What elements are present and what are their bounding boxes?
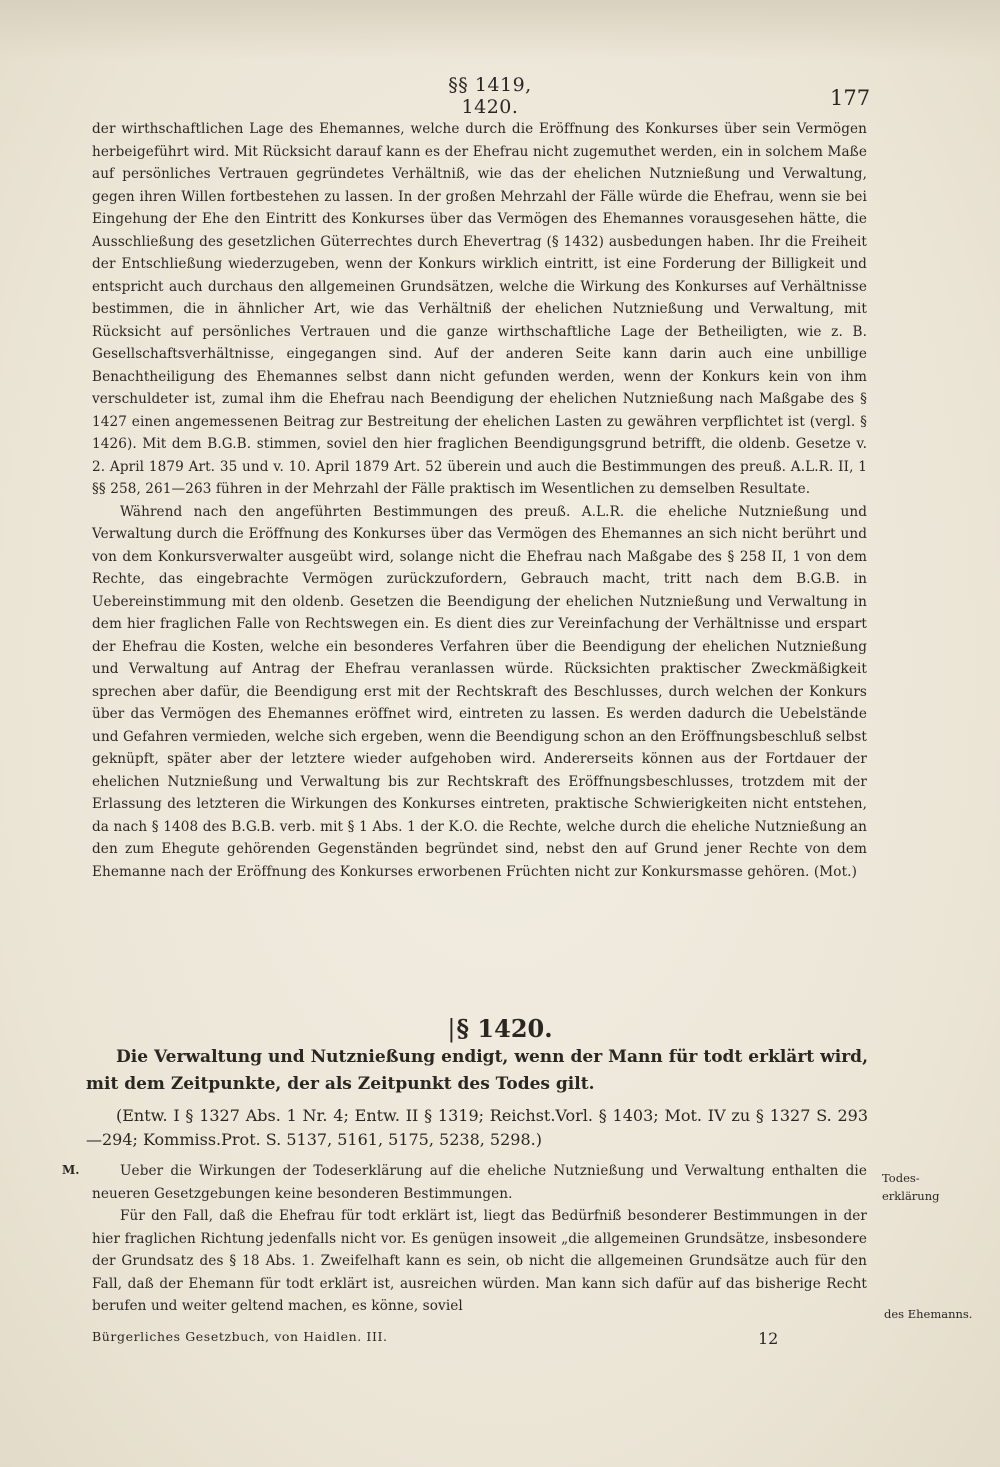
commentary-1419 [92, 118, 867, 883]
commentary-1420 [92, 1160, 867, 1318]
running-head: §§ 1419, 1420. [448, 74, 532, 118]
section-bar: | [447, 1015, 456, 1043]
page-edge-shadow [0, 0, 1000, 60]
paragraph: Während nach den angeführten Bestimmungen des preuß. A.L.R. die eheliche Nutznießung und Verwaltung durch die Eröffnung des Konkurses über das Vermögen des Ehemannes an sich nicht berührt und von dem Konkursverwalter ausgeübt wird, solange nicht die Ehefrau nach Maßgabe des § 258 II, 1 von dem Rechte, das eingebrachte Vermögen zurückzufordern, Gebrauch macht, tritt nach dem B.G.B. in Uebereinstimmung mit den oldenb. Gesetzen die Beendigung der ehelichen Nutznießung und Verwaltung in dem hier fraglichen Falle von Rechtswegen ein. Es dient dies zur Vereinfachung der Verhältnisse und erspart der Ehefrau die Kosten, welche ein besonderes Verfahren über die Beendigung der ehelichen Nutznießung und Verwaltung auf Antrag der Ehefrau veranlassen würde. Rücksichten praktischer Zweckmäßigkeit sprechen aber dafür, die Beendigung erst mit der Rechtskraft des Beschlusses, durch welchen der Konkurs über das Vermögen des Ehemannes eröffnet wird, eintreten zu lassen. Es werden dadurch die Uebelstände und Gefahren vermieden, welche sich ergeben, wenn die Beendigung schon an den Eröffnungsbeschluß selbst geknüpft, später aber der letztere wieder aufgehoben wird. Andererseits können aus der Fortdauer der ehelichen Nutznießung und Verwaltung bis zur Rechtskraft des Eröffnungsbeschlusses, trotzdem mit der Erlassung des letzteren die Wirkungen des Konkurses eintreten, praktische Schwierigkeiten nicht entstehen, da nach § 1408 des B.G.B. verb. mit § 1 Abs. 1 der K.O. die Rechte, welche durch die eheliche Nutznießung an den zum Ehegute gehörenden Gegenständen begründet sind, nebst den auf Grund jener Rechte von dem Ehemanne nach der Eröffnung des Konkurses erworbenen Früchten nicht zur Konkursmasse gehören. (Mot.) [92, 503, 867, 880]
statute-references: (Entw. I § 1327 Abs. 1 Nr. 4; Entw. II § 1319; Reichst.Vorl. § 1403; Mot. IV zu § 1327 S. 293—294; Kommiss.Prot. S. 5137, 5161, 5175, 5238, 5298.) [86, 1106, 868, 1149]
paragraph: der wirthschaftlichen Lage des Ehemannes, welche durch die Eröffnung des Konkurses über sein Vermögen herbeigeführt wird. Mit Rücksicht darauf kann es der Ehefrau nicht zugemuthet werden, ein in solchem Maße auf persönliches Vertrauen gegründetes Verhältniß, wie das der ehelichen Nutznießung und Verwaltung, gegen ihren Willen fortbestehen zu lassen. In der großen Mehrzahl der Fälle würde die Ehefrau, wenn sie bei Eingehung der Ehe den Eintritt des Konkurses über das Vermögen des Ehemannes vorausgesehen hätte, die Ausschließung des gesetzlichen Güterrechtes durch Ehevertrag (§ 1432) ausbedungen haben. Ihr die Freiheit der Entschließung wiederzugeben, wenn der Konkurs wirklich eintritt, ist eine Forderung der Billigkeit und entspricht auch durchaus den allgemeinen Grundsätzen, welche die Wirkung des Konkurses auf Verhältnisse bestimmen, die in ähnlicher Art, wie das Verhältniß der ehelichen Nutznießung und Verwaltung, mit Rücksicht auf persönliches Vertrauen und die ganze wirthschaftliche Lage der Betheiligten, wie z. B. Gesellschaftsverhältnisse, eingegangen sind. Auf der anderen Seite kann darin auch eine unbillige Benachtheiligung des Ehemannes selbst dann nicht gefunden werden, wenn der Konkurs kein von ihm verschuldeter ist, zumal ihm die Ehefrau nach Beendigung der ehelichen Nutznießung nach Maßgabe des § 1427 einen angemessenen Beitrag zur Bestreitung der ehelichen Lasten zu gewähren verpflichtet ist (vergl. § 1426). Mit dem B.G.B. stimmen, soviel den hier fraglichen Beendigungsgrund betrifft, die oldenb. Gesetze v. 2. April 1879 Art. 35 und v. 10. April 1879 Art. 52 überein und auch die Bestimmungen des preuß. A.L.R. II, 1 §§ 258, 261—263 führen in der Mehrzahl der Fälle praktisch im Wesentlichen zu demselben Resultate. [92, 121, 867, 497]
margin-marker: M. [62, 1163, 80, 1177]
section-number: § 1420. [456, 1014, 553, 1043]
margin-note: des Ehemanns. [884, 1307, 973, 1321]
statute-text: Die Verwaltung und Nutznießung endigt, wenn der Mann für todt erklärt wird, mit dem Zeitpunkte, der als Zeitpunkt des Todes gilt. [86, 1047, 868, 1094]
signature-line: Bürgerliches Gesetzbuch, von Haidlen. III. [92, 1329, 388, 1344]
paragraph: Für den Fall, daß die Ehefrau für todt erklärt ist, liegt das Bedürfniß besonderer Bestimmungen in der hier fraglichen Richtung jedenfalls nicht vor. Es genügen insoweit „die allgemeinen Grundsätze, insbesondere der Grundsatz des § 18 Abs. 1. Zweifelhaft kann es sein, ob nicht die allgemeinen Grundsätze auch für den Fall, daß der Ehemann für todt erklärt ist, ausreichen würden. Man kann sich dafür auf das bisherige Recht berufen und weiter geltend machen, es könne, soviel [92, 1208, 867, 1314]
paragraph: Ueber die Wirkungen der Todeserklärung auf die eheliche Nutznießung und Verwaltung enthalten die neueren Gesetzgebungen keine besonderen Bestimmungen. [92, 1163, 867, 1202]
margin-note-line: erklärung [882, 1189, 940, 1203]
page-number: 177 [830, 86, 871, 110]
section-heading [0, 1014, 1000, 1043]
margin-note [882, 1169, 939, 1205]
sheet-number: 12 [758, 1329, 779, 1348]
margin-note-line: Todes- [882, 1171, 920, 1185]
